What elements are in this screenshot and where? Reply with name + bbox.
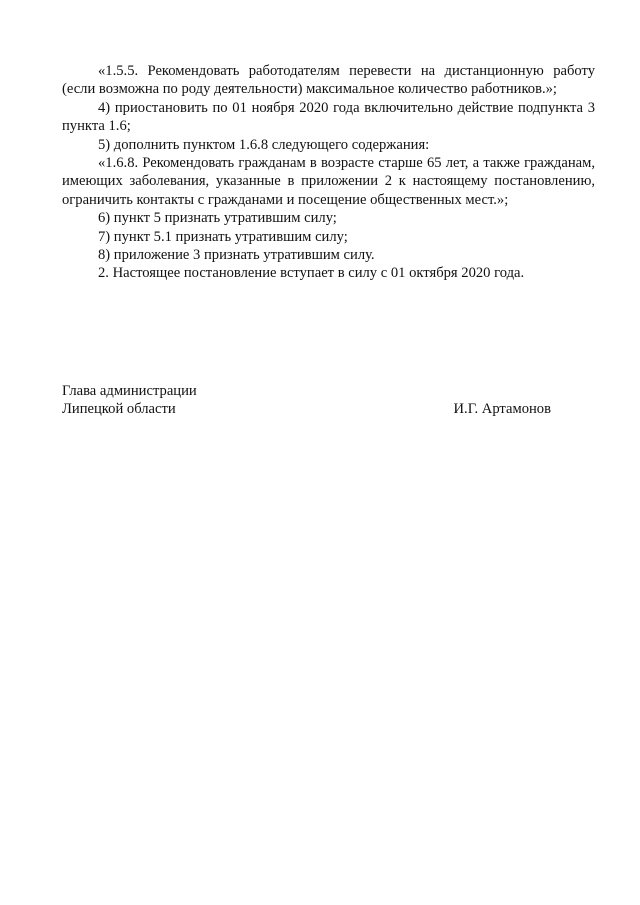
signatory-title-line-1: Глава администрации: [62, 383, 197, 399]
signature-block: [62, 382, 595, 419]
paragraph-item-4: 4) приостановить по 01 ноября 2020 года включительно действие подпункта 3 пункта 1.6;: [62, 99, 595, 135]
signatory-name: И.Г. Артамонов: [453, 401, 551, 418]
signature-line: [62, 400, 595, 418]
paragraph-item-7: 7) пункт 5.1 признать утратившим силу;: [98, 228, 348, 245]
paragraph-item-8: 8) приложение 3 признать утратившим силу.: [98, 247, 375, 264]
paragraph-effective-date: 2. Настоящее постановление вступает в силу с 01 октября 2020 года.: [98, 265, 525, 282]
paragraph-item-5: 5) дополнить пунктом 1.6.8 следующего содержания:: [98, 136, 430, 153]
paragraph-item-6: 6) пункт 5 признать утратившим силу;: [98, 210, 337, 227]
document-body: [62, 62, 595, 283]
paragraph-1-6-8: «1.6.8. Рекомендовать гражданам в возрасте старше 65 лет, а также гражданам, имеющих заболевания, указанные в приложении 2 к настоящему постановлению, ограничить контакты с гражданами и посещение общественных мест.»;: [62, 155, 595, 208]
signatory-title-line-2: Липецкой области: [62, 401, 176, 418]
paragraph-1-5-5: «1.5.5. Рекомендовать работодателям перевести на дистанционную работу (если возможна по роду деятельности) максимальное количество работников.»;: [62, 63, 595, 98]
